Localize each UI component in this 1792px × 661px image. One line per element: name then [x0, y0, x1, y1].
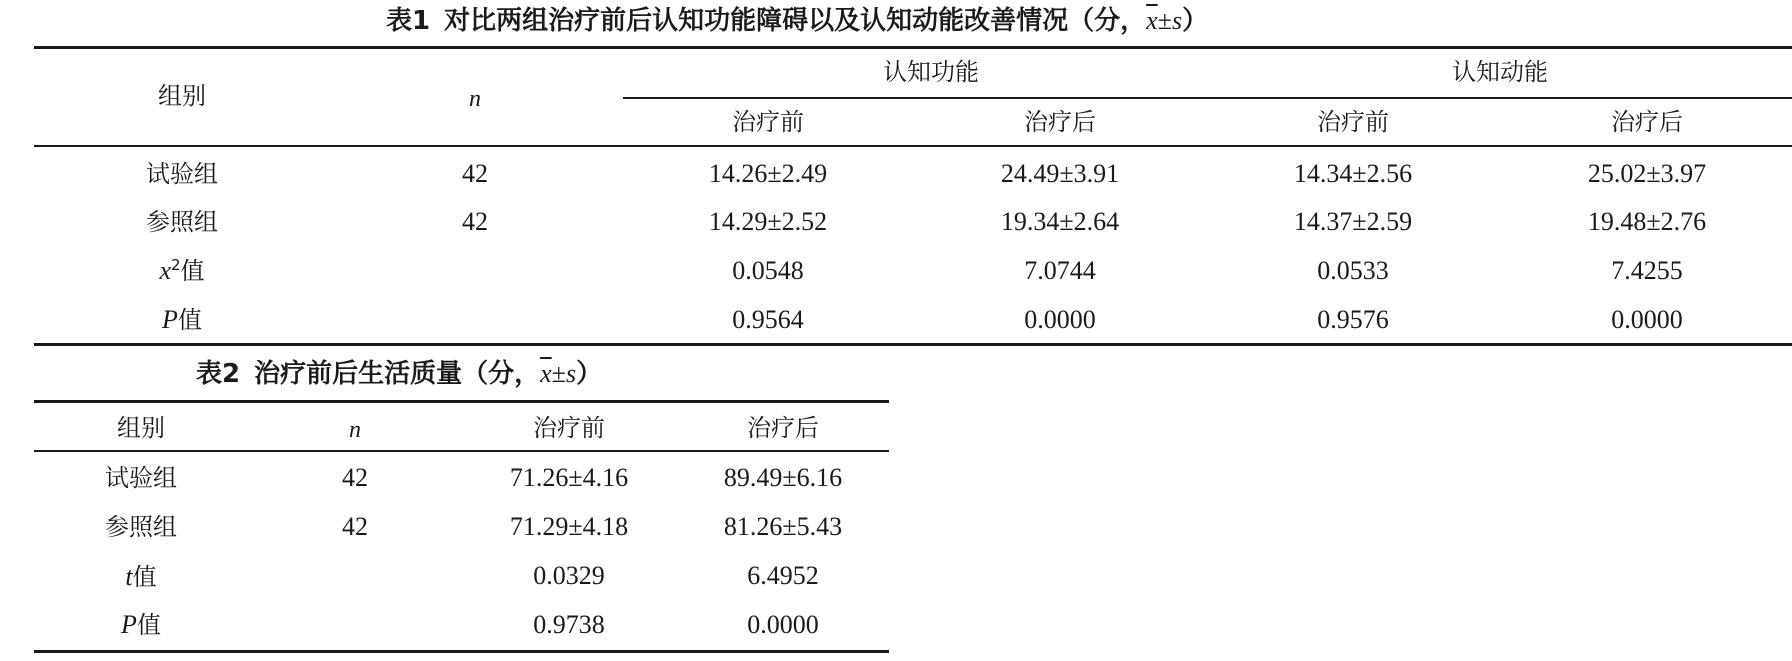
- table1-row4-suffix: 值: [177, 306, 202, 334]
- table1-row4-c2: 0.0000: [1024, 305, 1096, 334]
- table1-header-after-1: 治疗后: [1024, 108, 1096, 136]
- table2-row4-var: P: [121, 610, 137, 639]
- table1-header-n: [469, 86, 481, 111]
- table1-caption-s: s: [1171, 6, 1183, 35]
- table2-header-after: 治疗后: [747, 414, 819, 442]
- table1-row2-c2: 19.34±2.64: [1000, 207, 1120, 236]
- table1-row1-c1: 14.26±2.49: [708, 159, 828, 188]
- table1-header-before-2: 治疗前: [1317, 108, 1389, 136]
- table2-row2-n: 42: [342, 512, 368, 541]
- table1-row2-c4: 19.48±2.76: [1587, 207, 1707, 236]
- table1-number: 表1: [386, 6, 431, 36]
- table2-header-before: 治疗前: [533, 414, 605, 442]
- table1-header-after-2: 治疗后: [1611, 108, 1683, 136]
- table2-row1-c1: 71.26±4.16: [509, 463, 629, 492]
- table2-row3-var: t: [125, 562, 133, 591]
- table1-row3-c3: 0.0533: [1317, 256, 1389, 285]
- table1-row3-suffix: 值: [180, 257, 205, 285]
- table2-caption-xbar: $\overline{x}$: [540, 359, 552, 388]
- table1-header-cognitive-function: 认知功能: [883, 58, 979, 86]
- table1-row2-c1: 14.29±2.52: [708, 207, 828, 236]
- table2-header-n-var: n: [349, 417, 361, 443]
- table2-row4-label: [121, 612, 161, 638]
- table1-row2-c3: 14.37±2.59: [1293, 207, 1413, 236]
- table1-row2-label: 参照组: [146, 208, 218, 236]
- table2-header-rule: [34, 450, 889, 452]
- table1-caption-xbar: $\overline{x}$: [1146, 6, 1158, 35]
- table1-header-cognitive-motor: 认知动能: [1452, 58, 1548, 86]
- table1-span-rule: [623, 97, 1792, 99]
- table2-number: 表2: [196, 359, 241, 389]
- table2-row4-c1: 0.9738: [533, 610, 605, 639]
- table2-bottom-rule: [34, 650, 889, 653]
- table1-row1-c3: 14.34±2.56: [1293, 159, 1413, 188]
- table1-title: 对比两组治疗前后认知功能障碍以及认知动能改善情况（分，: [444, 6, 1147, 36]
- table2-caption-s: s: [565, 359, 577, 388]
- table1-row4-c1: 0.9564: [732, 305, 804, 334]
- table1-header-before-1: 治疗前: [732, 108, 804, 136]
- table1-row1-n: 42: [462, 159, 488, 188]
- table2-header-n: [349, 417, 361, 442]
- table1-row4-label: [162, 307, 202, 333]
- table1-row2-n: 42: [462, 207, 488, 236]
- table1-row3-var: x: [159, 256, 171, 285]
- table1-row3-c1: 0.0548: [732, 256, 804, 285]
- table2-row1-label: 试验组: [105, 464, 177, 492]
- table2-row2-c1: 71.29±4.18: [509, 512, 629, 541]
- table2-row3-c2: 6.4952: [747, 561, 819, 590]
- table1-header-n-var: n: [469, 86, 481, 112]
- table1-row4-c3: 0.9576: [1317, 305, 1389, 334]
- table2-caption-close: ）: [576, 359, 603, 389]
- table1-caption-close: ）: [1182, 6, 1209, 36]
- table2-header-group: 组别: [117, 414, 165, 442]
- table1-caption: [386, 8, 1208, 34]
- table2-row2-c2: 81.26±5.43: [723, 512, 843, 541]
- table1-row4-c4: 0.0000: [1611, 305, 1683, 334]
- table2-row4-suffix: 值: [136, 611, 161, 639]
- table2-row4-c2: 0.0000: [747, 610, 819, 639]
- table1-row1-label: 试验组: [146, 160, 218, 188]
- table1-row4-var: P: [162, 305, 178, 334]
- table1-top-rule: [34, 46, 1792, 49]
- table2-title: 治疗前后生活质量（分，: [254, 359, 541, 389]
- table1-caption-pm: ±: [1157, 6, 1172, 35]
- table2-row3-label: [125, 564, 156, 590]
- table2-caption-pm: ±: [551, 359, 566, 388]
- table2-row2-label: 参照组: [105, 513, 177, 541]
- table1-row3-sup: 2: [171, 256, 181, 274]
- table2-row1-n: 42: [342, 463, 368, 492]
- table1-row1-c2: 24.49±3.91: [1000, 159, 1120, 188]
- table2-row3-suffix: 值: [132, 563, 157, 591]
- table1-header-group: 组别: [158, 82, 206, 110]
- table1-row3-c4: 7.4255: [1611, 256, 1683, 285]
- table2-row1-c2: 89.49±6.16: [723, 463, 843, 492]
- table2-caption: [196, 361, 602, 387]
- table2-top-rule: [34, 400, 889, 403]
- table1-bottom-rule: [34, 343, 1792, 346]
- table1-header-rule: [34, 145, 1792, 147]
- table2-row3-c1: 0.0329: [533, 561, 605, 590]
- table1-row1-c4: 25.02±3.97: [1587, 159, 1707, 188]
- table1-row3-label: [159, 258, 204, 284]
- table1-row3-c2: 7.0744: [1024, 256, 1096, 285]
